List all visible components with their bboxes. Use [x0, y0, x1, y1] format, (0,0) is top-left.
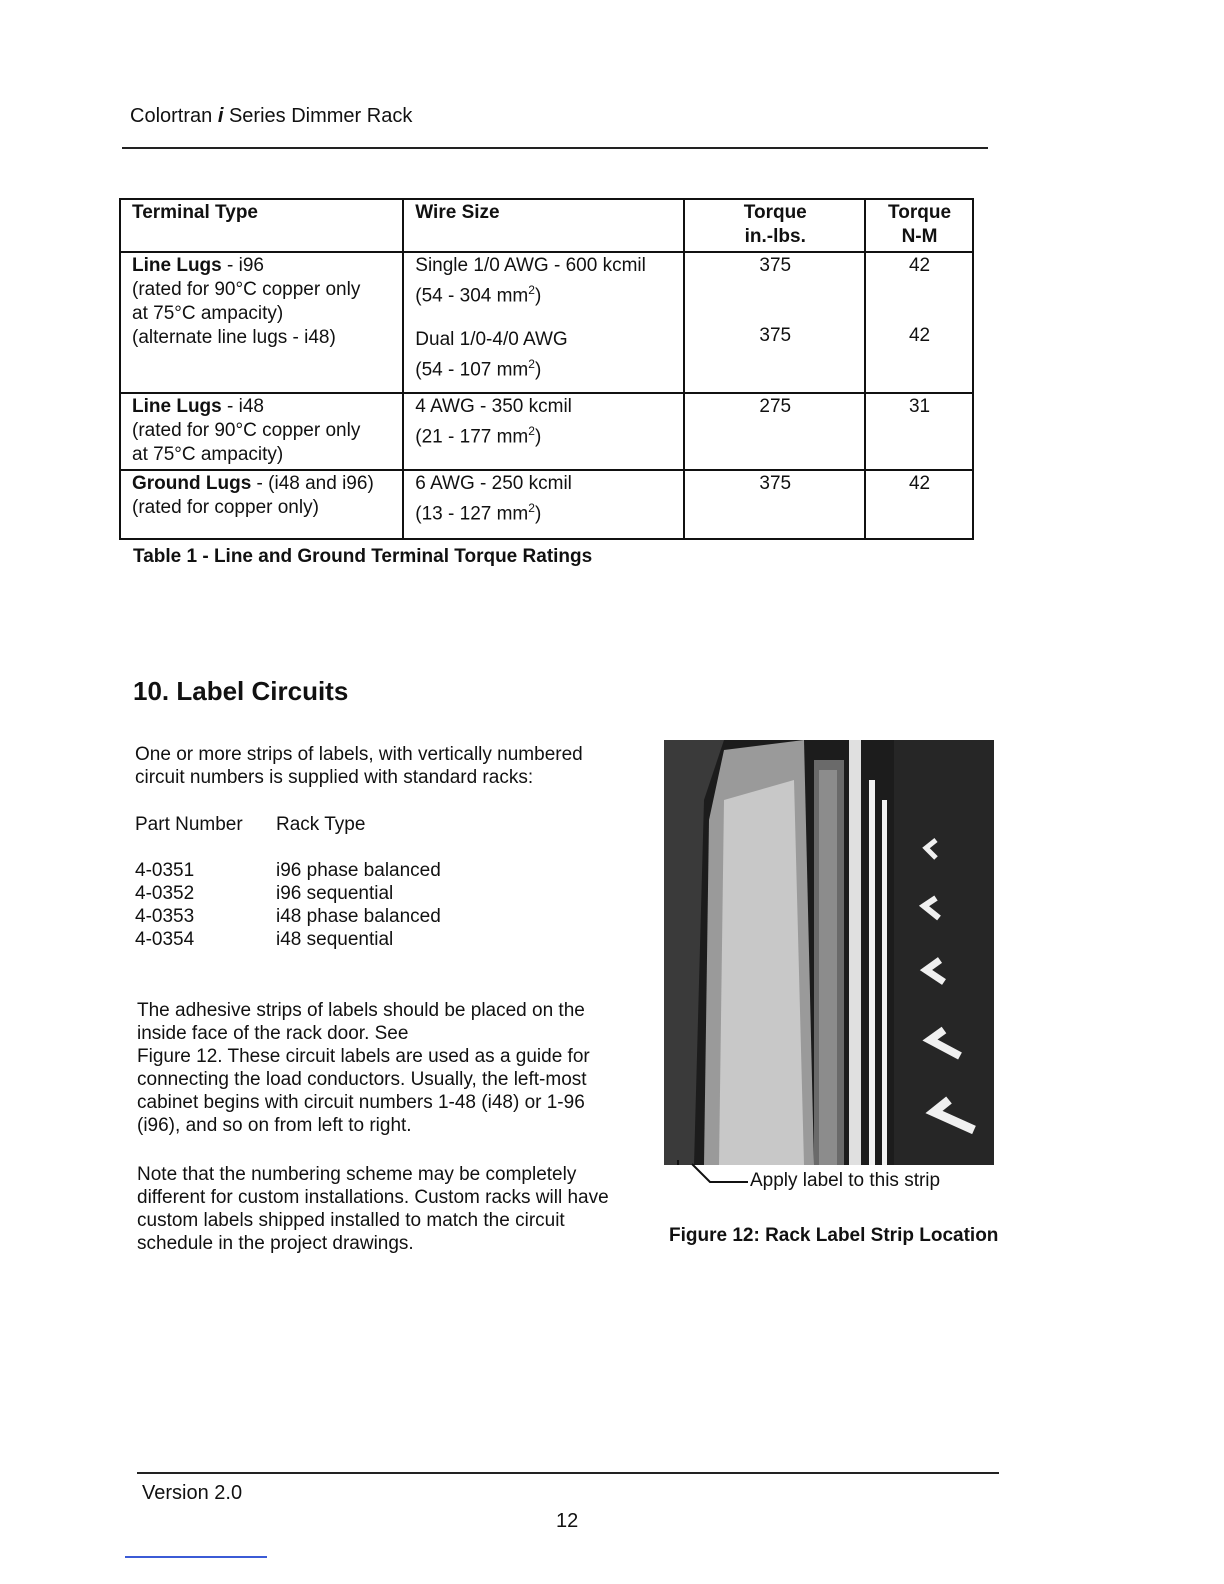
figure-caption: Figure 12: Rack Label Strip Location: [669, 1225, 999, 1246]
page-header-title: Colortran i Series Dimmer Rack: [130, 105, 413, 127]
page-number: 12: [556, 1510, 579, 1532]
header-rule: [122, 147, 988, 149]
bottom-link-underline: [125, 1556, 267, 1558]
table-header-row: [120, 199, 973, 252]
list-item: 4-0354 i48 sequential: [135, 929, 394, 950]
list-item: 4-0353 i48 phase balanced: [135, 906, 441, 927]
table-row: [120, 470, 973, 539]
torque-nm-cell: 42 42: [865, 252, 973, 393]
header-italic-i: i: [217, 105, 224, 127]
table-row: [120, 393, 973, 470]
table-row: [120, 252, 973, 393]
section-title: 10. Label Circuits: [133, 676, 349, 706]
pointer-line-icon: [690, 1162, 750, 1184]
list-item: 4-0352 i96 sequential: [135, 883, 394, 904]
rack-door-photo: [664, 740, 994, 1165]
torque-inlbs-cell: 275: [684, 393, 865, 470]
table-caption: Table 1 - Line and Ground Terminal Torque Ratings: [133, 546, 593, 567]
terminal-cell: Line Lugs - i96 (rated for 90°C copper only at 75°C ampacity) (alternate line lugs - i48): [120, 252, 403, 393]
wire-size-cell: 4 AWG - 350 kcmil (21 - 177 $mm^2$): [403, 393, 684, 470]
intro-paragraph: One or more strips of labels, with vertically numbered circuit numbers is supplied with standard racks:: [135, 744, 583, 788]
header-torque-nm: Torque N-M: [865, 199, 973, 252]
torque-nm-cell: 42: [865, 470, 973, 539]
header-wire-size: Wire Size: [403, 199, 684, 252]
parts-col-part-number: Part Number: [135, 814, 243, 835]
header-terminal-type: Terminal Type: [120, 199, 403, 252]
parts-list: [135, 859, 441, 951]
torque-inlbs-cell: 375: [684, 470, 865, 539]
wire-size-cell: Single 1/0 AWG - 600 kcmil (54 - 304 $mm^2$) Dual 1/0-4/0 AWG (54 - 107 $mm^2$): [403, 252, 684, 393]
terminal-cell: Line Lugs - i48 (rated for 90°C copper only at 75°C ampacity): [120, 393, 403, 470]
version-label: Version 2.0: [142, 1482, 243, 1504]
figure-label: Apply label to this strip: [750, 1170, 941, 1191]
torque-inlbs-cell: 375 375: [684, 252, 865, 393]
header-torque-inlbs: Torque in.-lbs.: [684, 199, 865, 252]
label-placement-paragraph: The adhesive strips of labels should be placed on the inside face of the rack door. See Figure 12. These circuit labels are used as a guide for connecting the load conductors. Usually, the left-most cabinet begins with circuit numbers 1-48 (i48) or 1-96 (i96), and so on from left to right.: [137, 1000, 590, 1136]
parts-col-rack-type: Rack Type: [276, 814, 366, 835]
torque-ratings-table: [119, 198, 974, 540]
footer-rule: [137, 1472, 999, 1474]
list-item: 4-0351 i96 phase balanced: [135, 860, 441, 881]
terminal-cell: Ground Lugs - (i48 and i96) (rated for copper only): [120, 470, 403, 539]
wire-size-cell: 6 AWG - 250 kcmil (13 - 127 $mm^2$): [403, 470, 684, 539]
parts-header: [135, 813, 365, 836]
torque-nm-cell: 31: [865, 393, 973, 470]
custom-installation-paragraph: Note that the numbering scheme may be completely different for custom installations. Custom racks will have custom labels shipped installed to match the circuit schedule in the project drawings.: [137, 1164, 609, 1254]
